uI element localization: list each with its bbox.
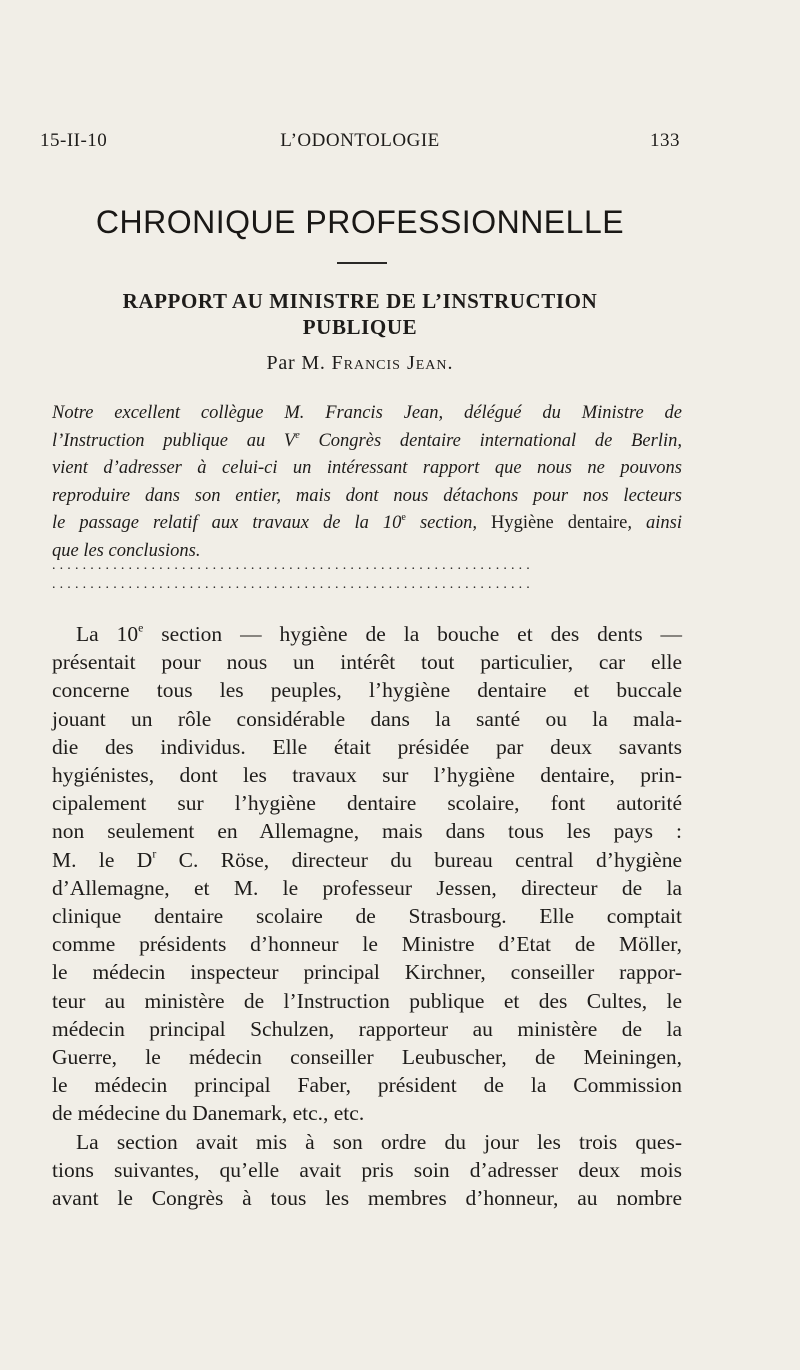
body-line: M. le $D^r$ C. Röse, directeur du bureau central d’hygiène: [52, 846, 682, 872]
body-line: clinique dentaire scolaire de Strasbourg. Elle comptait: [52, 904, 682, 929]
body-line: d’Allemagne, et M. le professeur Jessen, directeur de la: [52, 875, 682, 900]
byline-prefix: Par M.: [266, 352, 332, 374]
body-line: le médecin inspecteur principal Kirchner, conseiller rappor-: [52, 960, 682, 985]
intro-line: l’Instruction publique au Ve Congrès dentaire international de Berlin,: [52, 429, 682, 451]
body-line: tions suivantes, qu’elle avait pris soin d’adresser deux mois: [52, 1157, 682, 1182]
byline: [40, 352, 680, 375]
body-line: comme présidents d’honneur le Ministre d’Etat de Möller,: [52, 932, 682, 957]
page-number: 133: [650, 130, 680, 151]
dotted-separator: ...............................................................: [52, 577, 534, 592]
section-title: CHRONIQUE PROFESSIONNELLE: [95, 204, 625, 240]
body-line: médecin principal Schulzen, rapporteur au ministère de la: [52, 1016, 682, 1041]
title-rule: [337, 262, 387, 264]
article-body: [52, 620, 682, 1212]
intro-line: reproduire dans son entier, mais dont nous détachons pour nos lecteurs: [52, 485, 682, 506]
running-header: [40, 130, 680, 156]
body-line: die des individus. Elle était présidée par deux savants: [52, 734, 682, 759]
issue-date: 15-II-10: [40, 130, 108, 151]
body-line: présentait pour nous un intérêt tout particulier, car elle: [52, 650, 682, 675]
body-line: hygiénistes, dont les travaux sur l’hygiène dentaire, prin-: [52, 763, 682, 788]
body-line: avant le Congrès à tous les membres d’honneur, au nombre: [52, 1186, 682, 1211]
article-title-line-2: PUBLIQUE: [302, 315, 418, 339]
intro-line: vient d’adresser à celui-ci un intéressant rapport que nous ne pouvons: [52, 458, 682, 478]
body-line: teur au ministère de l’Instruction publique et des Cultes, le: [52, 988, 682, 1013]
body-line: de médecine du Danemark, etc., etc.: [52, 1101, 365, 1126]
article-title-line-1: RAPPORT AU MINISTRE DE L’INSTRUCTION: [122, 289, 598, 313]
dotted-separator: ...............................................................: [52, 558, 534, 573]
body-line: La 10e section — hygiène de la bouche et des dents —: [76, 620, 682, 646]
body-line: non seulement en Allemagne, mais dans tous les pays :: [52, 819, 682, 844]
journal-name: L’ODONTOLOGIE: [280, 130, 440, 151]
body-line: jouant un rôle considérable dans la santé ou la mala-: [52, 706, 682, 731]
body-line: cipalement sur l’hygiène dentaire scolaire, font autorité: [52, 791, 682, 816]
intro-line: Notre excellent collègue M. Francis Jean, délégué du Ministre de: [52, 403, 682, 423]
body-line: La section avait mis à son ordre du jour les trois ques-: [76, 1129, 682, 1154]
editorial-intro: [52, 400, 682, 565]
body-line: Guerre, le médecin conseiller Leubuscher, de Meiningen,: [52, 1045, 682, 1070]
author-name: Francis Jean.: [331, 352, 454, 374]
intro-line: que les conclusions.: [52, 540, 201, 561]
intro-line: le passage relatif aux travaux de la 10e section, Hygiène dentaire, ainsi: [52, 511, 682, 533]
article-title: [40, 288, 680, 340]
body-line: le médecin principal Faber, président de la Commission: [52, 1073, 682, 1098]
body-line: concerne tous les peuples, l’hygiène dentaire et buccale: [52, 678, 682, 703]
